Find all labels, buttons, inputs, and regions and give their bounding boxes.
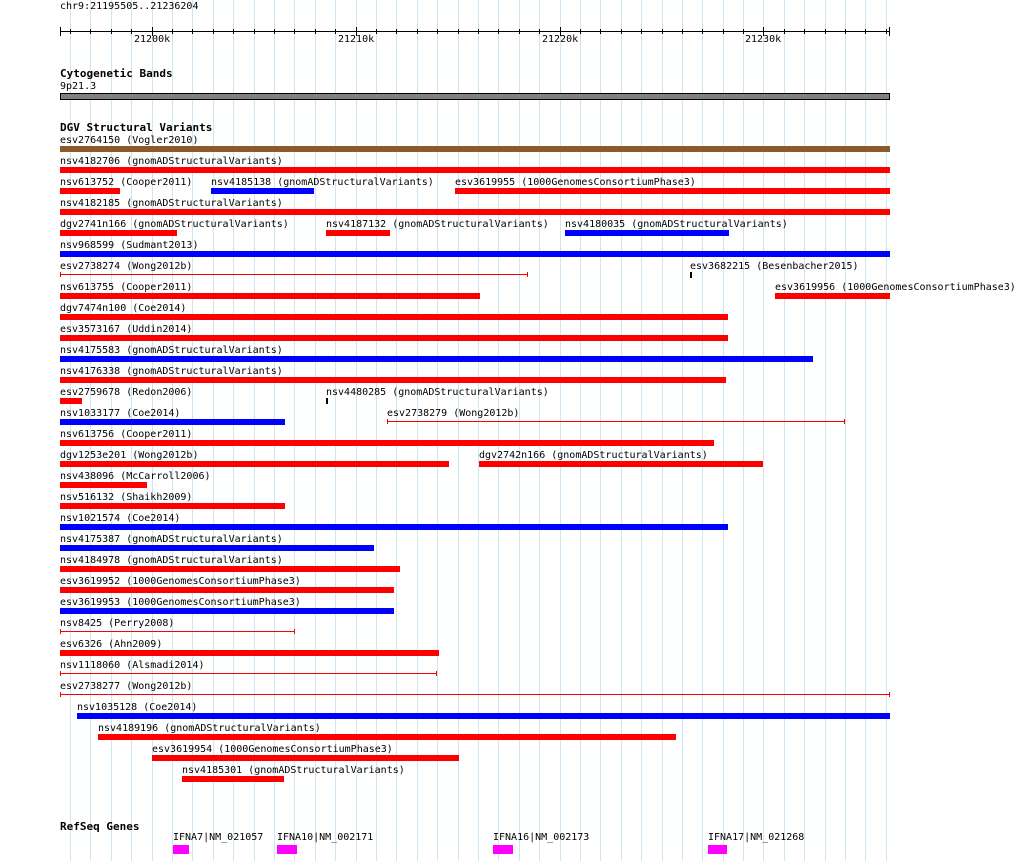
gridline [662,0,663,861]
ruler-minor-tick [498,29,499,34]
ruler-minor-tick [70,29,71,34]
gridline [723,0,724,861]
ruler-minor-tick [804,29,805,34]
variant-bar[interactable] [60,188,120,194]
ruler-minor-tick [580,29,581,34]
variant-label: nsv4189196 (gnomADStructuralVariants) [98,723,321,734]
ruler-tick-label: 21210k [338,34,375,45]
ruler-minor-tick [111,29,112,34]
ruler-minor-tick [294,29,295,34]
variant-label: esv3682215 (Besenbacher2015) [690,261,859,272]
gridline [539,0,540,861]
variant-label: nsv516132 (Shaikh2009) [60,492,193,503]
variant-label: nsv4182706 (gnomADStructuralVariants) [60,156,283,167]
variant-bar[interactable] [387,421,845,422]
ruler-minor-tick [458,29,459,34]
gene-label: IFNA10|NM_002171 [277,832,374,843]
ruler-minor-tick [743,29,744,34]
variant-label: nsv4187132 (gnomADStructuralVariants) [326,219,549,230]
variant-bar[interactable] [60,419,285,425]
variant-bar[interactable] [98,734,676,740]
variant-bar[interactable] [211,188,314,194]
ruler-axis [60,31,890,32]
dgv-track-title[interactable]: DGV Structural Variants [60,121,213,134]
variant-bar[interactable] [182,776,284,782]
variant-bar[interactable] [60,274,528,275]
gridline [478,0,479,861]
gene-bar[interactable] [493,845,513,854]
gridline [865,0,866,861]
gridline [335,0,336,861]
ruler-minor-tick [437,29,438,34]
gridline [560,0,561,861]
variant-bar[interactable] [60,335,728,341]
cytoband-label: 9p21.3 [60,81,97,92]
variant-label: nsv8425 (Perry2008) [60,618,175,629]
variant-bar[interactable] [690,272,692,278]
ruler-minor-tick [519,29,520,34]
variant-bar[interactable] [60,631,295,632]
variant-label: esv3619954 (1000GenomesConsortiumPhase3) [152,744,393,755]
variant-label: nsv4182185 (gnomADStructuralVariants) [60,198,283,209]
variant-label: esv2738279 (Wong2012b) [387,408,520,419]
variant-label: esv3619953 (1000GenomesConsortiumPhase3) [60,597,301,608]
gridline [825,0,826,861]
variant-bar[interactable] [775,293,890,299]
gridline [845,0,846,861]
ruler-minor-tick [274,29,275,34]
ruler-tick-label: 21220k [542,34,579,45]
gene-label: IFNA16|NM_002173 [493,832,590,843]
variant-bar[interactable] [565,230,729,236]
variant-bar[interactable] [60,461,449,467]
variant-label: nsv968599 (Sudmant2013) [60,240,199,251]
gridline [376,0,377,861]
variant-label: esv2759678 (Redon2006) [60,387,193,398]
variant-label: nsv4180035 (gnomADStructuralVariants) [565,219,788,230]
variant-bar[interactable] [60,694,890,695]
ruler-minor-tick [335,29,336,34]
variant-label: nsv1021574 (Coe2014) [60,513,181,524]
variant-bar[interactable] [60,440,714,446]
variant-label: esv2738274 (Wong2012b) [60,261,193,272]
variant-bar[interactable] [60,146,890,152]
ruler-minor-tick [886,29,887,34]
variant-bar[interactable] [60,608,394,614]
ruler-minor-tick [90,29,91,34]
ruler-minor-tick [213,29,214,34]
variant-label: nsv4184978 (gnomADStructuralVariants) [60,555,283,566]
location-label: chr9:21195505..21236204 [60,1,199,12]
variant-bar[interactable] [60,209,890,215]
ruler-left-cap [60,27,61,36]
gridline [437,0,438,861]
ruler-minor-tick [662,29,663,34]
ruler-right-cap [889,27,890,36]
gridline [600,0,601,861]
ruler-minor-tick [702,29,703,34]
variant-bar[interactable] [60,314,728,320]
gridline [743,0,744,861]
ruler-minor-tick [682,29,683,34]
ruler-minor-tick [845,29,846,34]
cytoband-band[interactable] [60,93,890,100]
variant-label: nsv1118060 (Alsmadi2014) [60,660,205,671]
variant-bar[interactable] [479,461,763,467]
variant-bar[interactable] [60,650,439,656]
variant-label: dgv1253e201 (Wong2012b) [60,450,199,461]
variant-bar[interactable] [60,167,890,173]
gridline [498,0,499,861]
gridline [396,0,397,861]
variant-label: dgv2742n166 (gnomADStructuralVariants) [479,450,708,461]
ruler-minor-tick [315,29,316,34]
gridline [682,0,683,861]
variant-bar[interactable] [60,398,82,404]
variant-bar[interactable] [455,188,890,194]
gridline [580,0,581,861]
gene-label: IFNA17|NM_021268 [708,832,805,843]
variant-bar[interactable] [60,377,726,383]
gridline [784,0,785,861]
variant-label: nsv4176338 (gnomADStructuralVariants) [60,366,283,377]
gridline [804,0,805,861]
variant-bar[interactable] [60,545,374,551]
gridline [458,0,459,861]
ruler-minor-tick [172,29,173,34]
ruler-minor-tick [396,29,397,34]
refseq-track-title[interactable]: RefSeq Genes [60,820,140,833]
ruler-minor-tick [376,29,377,34]
gridline [763,0,764,861]
variant-bar[interactable] [60,673,437,674]
variant-label: nsv613752 (Cooper2011) [60,177,193,188]
variant-label: nsv613755 (Cooper2011) [60,282,193,293]
gridline [886,0,887,861]
variant-bar[interactable] [60,293,480,299]
ruler-minor-tick [825,29,826,34]
variant-bar[interactable] [77,713,890,719]
gene-bar[interactable] [708,845,727,854]
variant-label: nsv1033177 (Coe2014) [60,408,181,419]
ruler-minor-tick [621,29,622,34]
variant-label: nsv1035128 (Coe2014) [77,702,198,713]
variant-bar[interactable] [60,230,177,236]
variant-bar[interactable] [60,482,147,488]
variant-bar[interactable] [326,398,328,404]
gridline [702,0,703,861]
ruler-minor-tick [784,29,785,34]
ruler-minor-tick [254,29,255,34]
variant-label: esv2764150 (Vogler2010) [60,135,199,146]
variant-bar[interactable] [326,230,390,236]
ruler-minor-tick [417,29,418,34]
gridline [641,0,642,861]
ruler-minor-tick [723,29,724,34]
variant-label: nsv4185138 (gnomADStructuralVariants) [211,177,434,188]
ruler-minor-tick [539,29,540,34]
variant-bar[interactable] [60,566,400,572]
variant-label: nsv613756 (Cooper2011) [60,429,193,440]
variant-bar[interactable] [60,587,394,593]
variant-label: nsv438096 (McCarroll2006) [60,471,211,482]
variant-label: esv6326 (Ahn2009) [60,639,163,650]
ruler-tick-label: 21230k [745,34,782,45]
ruler-minor-tick [600,29,601,34]
gene-bar[interactable] [173,845,189,854]
variant-label: nsv4175583 (gnomADStructuralVariants) [60,345,283,356]
variant-bar[interactable] [60,251,890,257]
variant-label: esv3619956 (1000GenomesConsortiumPhase3) [775,282,1016,293]
ruler-minor-tick [233,29,234,34]
cytoband-track-title[interactable]: Cytogenetic Bands [60,67,173,80]
variant-bar[interactable] [60,524,728,530]
variant-bar[interactable] [152,755,459,761]
variant-label: esv3619955 (1000GenomesConsortiumPhase3) [455,177,696,188]
gene-label: IFNA7|NM_021057 [173,832,264,843]
gridline [621,0,622,861]
gridline [519,0,520,861]
ruler-minor-tick [192,29,193,34]
variant-label: nsv4175387 (gnomADStructuralVariants) [60,534,283,545]
variant-label: esv2738277 (Wong2012b) [60,681,193,692]
gridline [356,0,357,861]
variant-label: esv3573167 (Uddin2014) [60,324,193,335]
gridline [417,0,418,861]
variant-label: nsv4480285 (gnomADStructuralVariants) [326,387,549,398]
variant-label: nsv4185301 (gnomADStructuralVariants) [182,765,405,776]
ruler-minor-tick [478,29,479,34]
variant-label: esv3619952 (1000GenomesConsortiumPhase3) [60,576,301,587]
ruler-tick-label: 21200k [134,34,171,45]
variant-label: dgv7474n100 (Coe2014) [60,303,187,314]
variant-bar[interactable] [60,356,813,362]
gene-bar[interactable] [277,845,297,854]
ruler-minor-tick [131,29,132,34]
ruler-minor-tick [865,29,866,34]
ruler-minor-tick [641,29,642,34]
variant-bar[interactable] [60,503,285,509]
variant-label: dgv2741n166 (gnomADStructuralVariants) [60,219,289,230]
